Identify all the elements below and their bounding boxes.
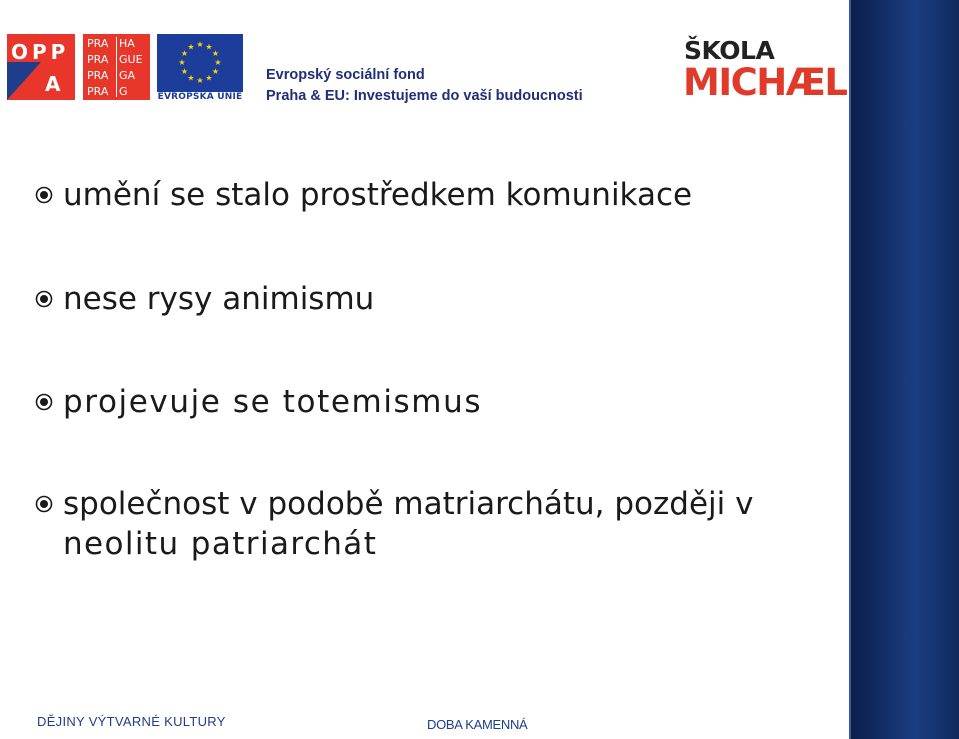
bullet-item-2 [35,275,815,323]
bullet-text-3: projevuje se totemismus [63,384,483,420]
bullet-item-4 [35,479,815,569]
praha-logo-divider [116,37,117,97]
svg-text:★: ★ [187,73,195,83]
skola-michael-logo [683,36,847,104]
bullet-text-4-line1: společnost v podobě matriarchátu, později v [63,486,754,522]
oppa-logo [7,34,75,100]
svg-text:★: ★ [211,67,220,76]
praha-logo-right-1: HA [119,37,135,50]
praha-logo-right-column [119,36,143,100]
svg-text:★: ★ [205,73,213,83]
bullet-text-1: umění se stalo prostředkem komunikace [63,177,693,213]
bullet-text-2: nese rysy animismu [63,281,375,317]
oppa-logo-text-row1: OPP [11,40,70,64]
svg-text:★: ★ [180,67,189,76]
eu-logo-label: EVROPSKÁ UNIE [157,92,243,102]
oppa-logo-text-row2: A [45,72,61,96]
oppa-logo-triangle [7,62,41,100]
bullet-icon [35,393,53,411]
praha-logo [83,34,150,100]
bullet-item-1 [35,171,815,219]
svg-text:★: ★ [214,58,222,67]
svg-text:★: ★ [211,49,220,58]
footer-course-title: DĚJINY VÝTVARNÉ KULTURY [37,714,226,729]
bullet-icon [35,186,53,204]
bullet-text-4-line2: neolitu patriarchát [63,526,378,562]
praha-logo-left-4: PRA [87,85,109,98]
bullet-item-3 [35,378,815,426]
praha-logo-right-4: G [119,85,128,98]
eu-flag-icon [157,34,243,92]
praha-logo-left-1: PRA [87,37,109,50]
praha-logo-left-3: PRA [87,69,109,82]
svg-text:★: ★ [180,49,189,58]
praha-logo-right-2: GUE [119,53,143,66]
skola-logo-line1: ŠKOLA [684,36,775,65]
bullet-icon [35,495,53,513]
praha-logo-left-2: PRA [87,53,109,66]
bullet-icon [35,290,53,308]
svg-text:★: ★ [187,42,195,52]
footer-section-title: DOBA KAMENNÁ [427,717,528,732]
esf-text-line2: Praha & EU: Investujeme do vaší budoucnosti [266,88,583,104]
svg-text:★: ★ [196,40,204,49]
esf-text-block [266,65,583,107]
svg-text:★: ★ [196,76,204,85]
praha-logo-right-3: GA [119,69,136,82]
svg-text:★: ★ [205,42,213,52]
esf-text-line1: Evropský sociální fond [266,67,425,83]
bullet-text-4 [63,479,815,569]
eu-logo [157,34,243,102]
skola-logo-line2: MICHÆL [683,61,847,104]
svg-text:★: ★ [178,58,186,67]
praha-logo-left-column [87,36,108,100]
side-decorative-bar [851,0,959,739]
